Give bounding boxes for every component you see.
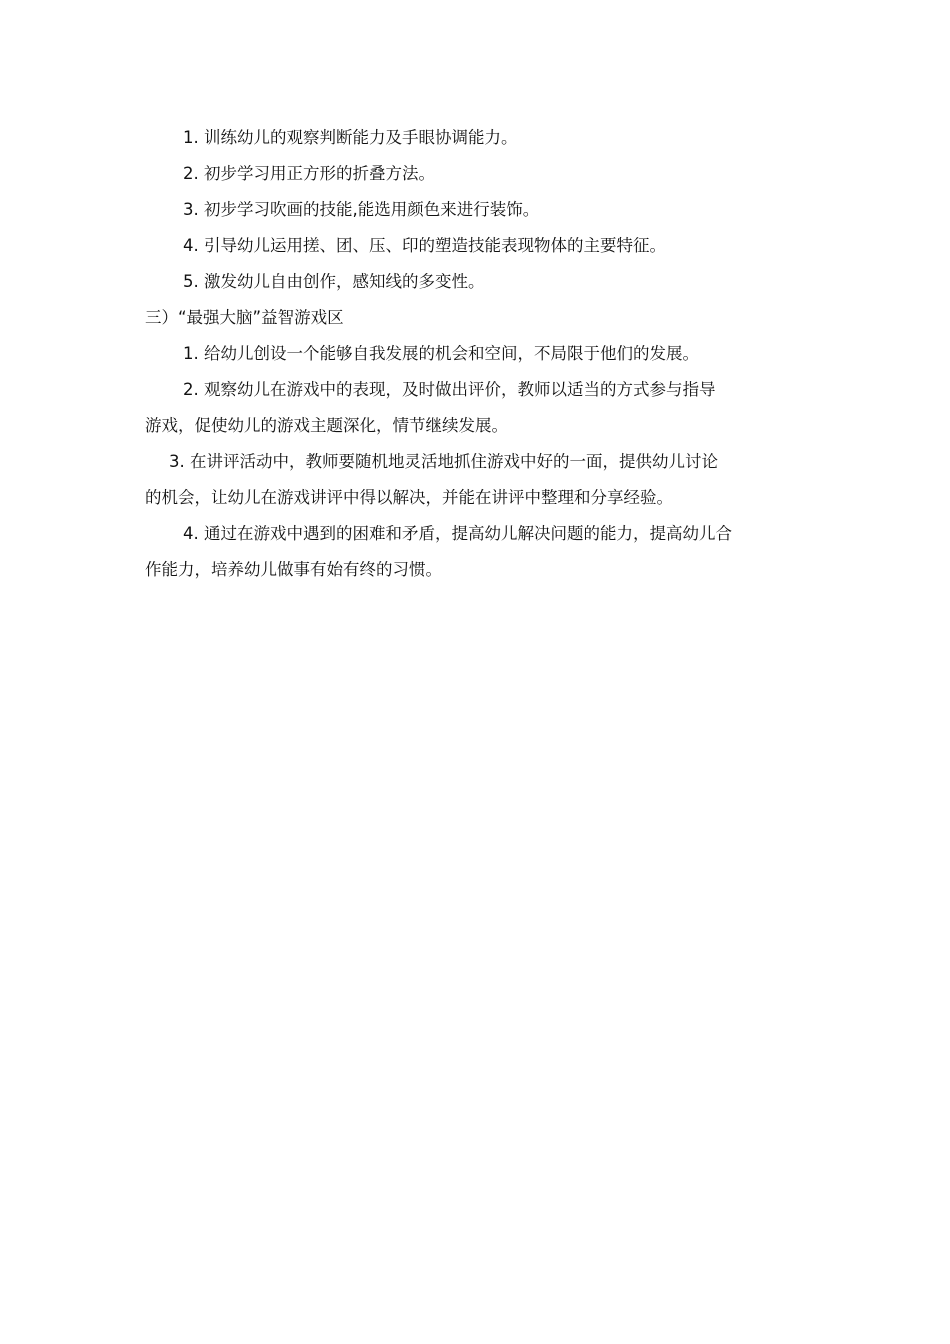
- list-item: 2. 初步学习用正方形的折叠方法。: [183, 164, 435, 183]
- list-item: 1. 训练幼儿的观察判断能力及手眼协调能力。: [183, 128, 518, 147]
- list-item-line: 3. 在讲评活动中，教师要随机地灵活地抓住游戏中好的一面，提供幼儿讨论: [169, 452, 718, 471]
- list-item-line: 4. 通过在游戏中遇到的困难和矛盾，提高幼儿解决问题的能力，提高幼儿合: [183, 524, 732, 543]
- list-item: 1. 给幼儿创设一个能够自我发展的机会和空间，不局限于他们的发展。: [183, 344, 699, 363]
- list-item: 4. 引导幼儿运用搓、团、压、印的塑造技能表现物体的主要特征。: [183, 236, 666, 255]
- list-item-continuation: 的机会，让幼儿在游戏讲评中得以解决，并能在讲评中整理和分享经验。: [145, 488, 673, 507]
- list-item: 3. 初步学习吹画的技能,能选用颜色来进行装饰。: [183, 200, 540, 219]
- section-heading: 三）“最强大脑”益智游戏区: [145, 308, 344, 327]
- list-item-continuation: 作能力，培养幼儿做事有始有终的习惯。: [145, 560, 442, 579]
- list-item-line: 2. 观察幼儿在游戏中的表现，及时做出评价，教师以适当的方式参与指导: [183, 380, 716, 399]
- document-body: [145, 120, 810, 588]
- list-item: 5. 激发幼儿自由创作，感知线的多变性。: [183, 272, 485, 291]
- list-item-continuation: 游戏，促使幼儿的游戏主题深化，情节继续发展。: [145, 416, 508, 435]
